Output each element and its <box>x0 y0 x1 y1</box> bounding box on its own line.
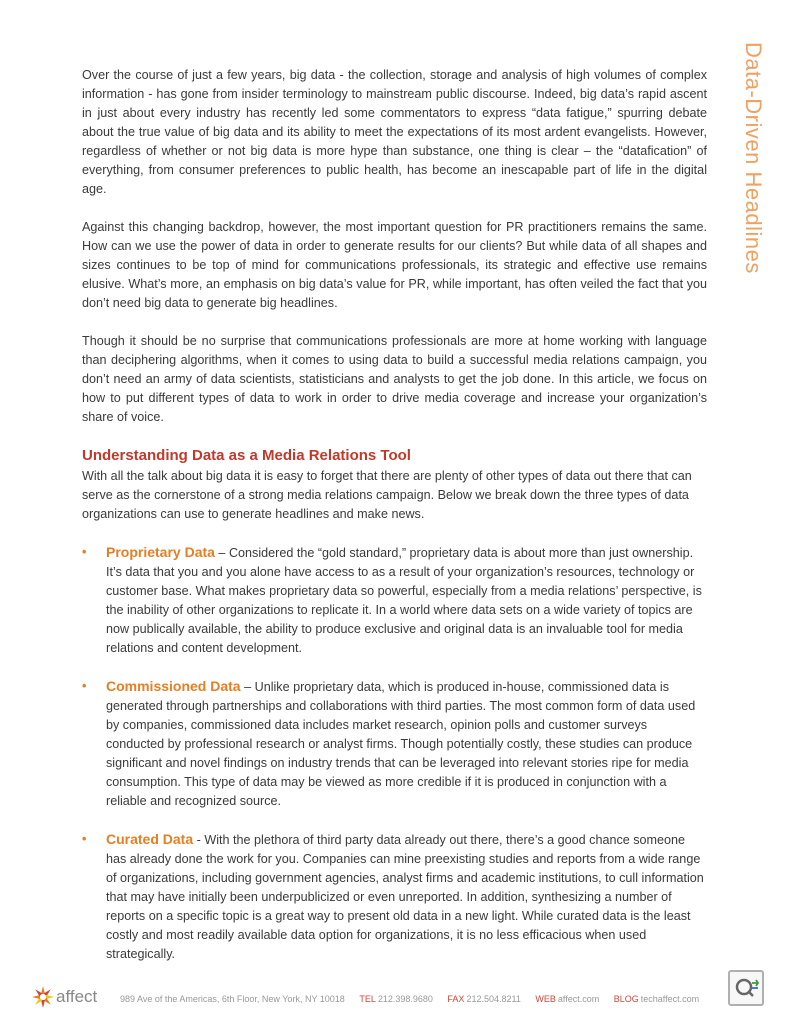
footer-address: 989 Ave of the Americas, 6th Floor, New York, NY 10018 <box>120 994 345 1004</box>
tel-value: 212.398.9680 <box>377 994 433 1004</box>
starburst-logo-icon <box>30 984 56 1010</box>
list-item-curated <box>82 830 707 964</box>
bullet-icon: • <box>82 832 87 846</box>
side-title: Data-Driven Headlines <box>741 42 766 274</box>
footer-contact <box>120 994 699 1004</box>
term-proprietary: Proprietary Data <box>106 544 215 560</box>
logo-text: affect <box>56 987 98 1006</box>
fax-label: FAX <box>447 994 465 1004</box>
paragraph-3: Though it should be no surprise that communications professionals are more at home working with language than deciphering algorithms, when it comes to using data to build a successful media relations campaign, you don’t need an army of data scientists, statisticians and analysts to get the job done. In this article, we focus on how to put different types of data to work in order to drive media coverage and increase your organization’s share of voice. <box>82 334 707 424</box>
page-footer <box>30 984 770 1014</box>
bullet-icon: • <box>82 679 87 693</box>
tel-label: TEL <box>359 994 376 1004</box>
body-curated: - With the plethora of third party data already out there, there’s a good chance someone has already done the work for you. Companies can mine preexisting studies and reports from a wide range of organizations, including government agencies, analyst firms and academic institutions, to cull information that may have initially been underpublicized or even unreported. In addition, synthesizing a number of reports on a specific topic is a great way to present old data in a new light. While curated data is the least costly and most readily available data option for organizations, it is no less efficacious when used strategically. <box>106 833 704 961</box>
affect-logo <box>30 984 120 1012</box>
article-body <box>82 66 707 983</box>
web-label: WEB <box>535 994 556 1004</box>
paragraph-1: Over the course of just a few years, big data - the collection, storage and analysis of high volumes of complex information - has gone from insider terminology to mainstream public discourse. Indeed, big data’s rapid ascent in just about every industry has recently led some commentators to express “data fatigue,” spurring debate about the true value of big data and its ability to meet the expectations of its most ardent evangelists. However, regardless of whether or not big data is more hype than substance, one thing is clear – the “datafication” of everything, from consumer preferences to public health, has become an inescapable part of life in the digital age. <box>82 68 707 196</box>
term-commissioned: Commissioned Data <box>106 678 241 694</box>
blog-label: BLOG <box>613 994 639 1004</box>
section-heading: Understanding Data as a Media Relations Tool <box>82 447 411 464</box>
term-curated: Curated Data <box>106 831 194 847</box>
blog-link[interactable]: techaffect.com <box>640 994 700 1004</box>
data-types-list <box>82 543 707 964</box>
list-item-commissioned <box>82 677 707 811</box>
qr-code-icon <box>728 970 764 1006</box>
body-commissioned: – Unlike proprietary data, which is produced in-house, commissioned data is generated through partnerships and collaborations with third parties. The most common form of data used by companies, commissioned data includes market research, opinion polls and customer surveys conducted by professional research or analyst firms. Though potentially costly, these studies can produce significant and novel findings on industry trends that can be leveraged into relevant stories ripe for media consumption. This type of data may be viewed as more credible if it is produced in conjunction with a reliable and recognized source. <box>106 680 696 808</box>
web-link[interactable]: affect.com <box>557 994 600 1004</box>
list-item-proprietary <box>82 543 707 658</box>
body-proprietary: – Considered the “gold standard,” proprietary data is about more than just ownership. It’s data that you and you alone have access to as a result of your organization’s resources, technology or customer base. What makes proprietary data so powerful, especially from a media relations’ perspective, is the inability of other organizations to replicate it. In a world where data sets on a wide variety of topics are now publically available, the ability to produce exclusive and original data is an invaluable tool for media relations and content development. <box>106 546 702 655</box>
section-intro: With all the talk about big data it is easy to forget that there are plenty of other types of data out there that can serve as the cornerstone of a strong media relations campaign. Below we break down the three types of data organizations can use to generate headlines and make news. <box>82 469 692 521</box>
fax-value: 212.504.8211 <box>466 994 521 1004</box>
paragraph-2: Against this changing backdrop, however, the most important question for PR practitioners remains the same. How can we use the power of data in order to generate results for our clients? But while data of all shapes and sizes continues to be top of mind for communications professionals, its strategic and effective use remains elusive. What’s more, an emphasis on big data’s value for PR, while important, has often veiled the fact that you don’t need big data to generate big headlines. <box>82 220 707 310</box>
bullet-icon: • <box>82 545 87 559</box>
